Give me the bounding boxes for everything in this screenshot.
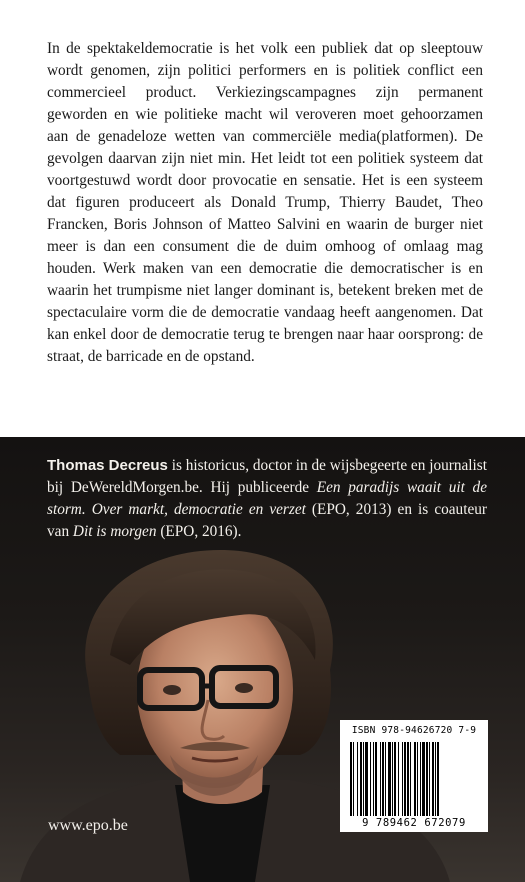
barcode-bar: [420, 742, 421, 816]
barcode-bar: [417, 742, 418, 816]
barcode-bar: [385, 742, 386, 816]
barcode-bar: [437, 742, 439, 816]
barcode-bar: [380, 742, 381, 816]
website-link[interactable]: www.epo.be: [48, 817, 128, 834]
bio-text-2: (EPO, 2013) en is coauteur van: [47, 501, 487, 540]
book-title-2: Dit is morgen: [72, 523, 157, 540]
bio-text-3: (EPO, 2016).: [156, 523, 242, 540]
book-title-1: Een paradijs waait uit de storm. Over markt, democratie en verzet: [47, 479, 487, 518]
barcode-bar: [357, 742, 358, 816]
barcode-bar: [410, 742, 411, 816]
barcode-bar: [382, 742, 384, 816]
barcode-bar: [426, 742, 428, 816]
barcode-bar: [350, 742, 352, 816]
isbn-label: ISBN 978-94626720 7-9: [351, 725, 477, 736]
barcode-bar: [407, 742, 409, 816]
barcode-bar: [435, 742, 436, 816]
barcode-bar: [375, 742, 377, 816]
blurb-text: In de spektakeldemocratie is het volk een publiek dat op sleeptouw wordt genomen, zijn politici performers en is politiek conflict een commercieel product. Verkiezingscampagnes zijn permanent geworden en wie politieke macht wil veroveren moet gehoorzamen aan de genadeloze wetten van commerciële media(platformen). De gevolgen daarvan zijn niet min. Het leidt tot een politiek systeem dat voortgestuwd wordt door provocatie en sensatie. Het is een systeem dat figuren produceert als Donald Trump, Thierry Baudet, Theo Francken, Boris Johnson of Matteo Salvini en waarin de burger niet meer is dan een consument die de duim omhoog of omlaag mag houden. Werk maken van een democratie die democratischer is en waarin het trumpisme niet langer dominant is, betekent breken met de spectaculaire vorm die de democratie vandaag heeft aangenomen. Dat kan enkel door de democratie terug te brengen naar haar oorsprong: de straat, de barricade en de opstand.: [47, 40, 483, 365]
barcode-bar: [363, 742, 364, 816]
barcode-bar: [402, 742, 403, 816]
barcode-bar: [373, 742, 374, 816]
barcode-bar: [365, 742, 368, 816]
barcode-bar: [360, 742, 362, 816]
barcode-bar: [370, 742, 371, 816]
isbn-barcode: [340, 720, 488, 832]
barcode-bar: [429, 742, 430, 816]
author-name: Thomas Decreus: [47, 457, 168, 474]
barcode-bar: [388, 742, 391, 816]
barcode-bar: [422, 742, 425, 816]
barcode-bar: [432, 742, 434, 816]
barcode-digits: 9 789462 672079: [362, 817, 466, 829]
barcode-bar: [394, 742, 396, 816]
bio-text-1: is historicus, doctor in de wijsbegeerte en journalist bij DeWereldMorgen.be. Hij publiceerde: [47, 457, 487, 496]
barcode-bar: [392, 742, 393, 816]
barcode-bar: [398, 742, 399, 816]
barcode-bar: [414, 742, 416, 816]
barcode-bar: [404, 742, 406, 816]
barcode-bar: [353, 742, 354, 816]
author-bio: [47, 455, 487, 543]
barcode-bars: [348, 742, 480, 816]
